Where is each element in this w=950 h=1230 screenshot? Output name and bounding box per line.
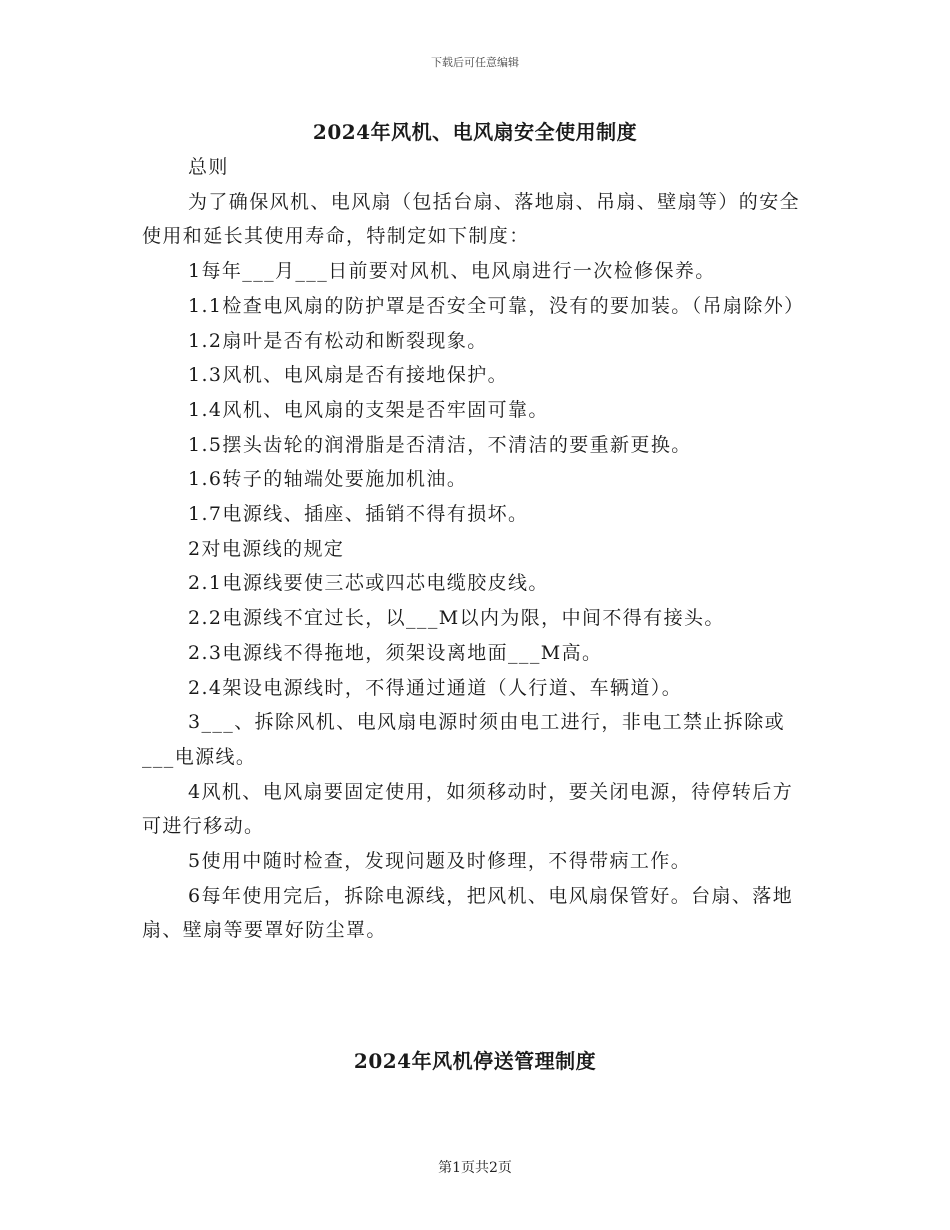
paragraph-item-2-2: 2.2电源线不宜过长，以___M以内为限，中间不得有接头。 [188,607,725,630]
paragraph-item-1-3: 1.3风机、电风扇是否有接地保护。 [188,364,509,387]
paragraph-item-2-4: 2.4架设电源线时，不得通过通道（人行道、车辆道）。 [188,676,683,699]
paragraph-general: 总则 [188,156,229,178]
paragraph-item-3: 3___、拆除风机、电风扇电源时须由电工进行，非电工禁止拆除或___电源线。 [142,711,785,768]
paragraph-item-1-5: 1.5摆头齿轮的润滑脂是否清洁，不清洁的要重新更换。 [188,433,692,456]
paragraph-item-1: 1每年___月___日前要对风机、电风扇进行一次检修保养。 [188,260,716,283]
paragraph-item-2: 2对电源线的规定 [188,537,345,560]
paragraph-item-1-7: 1.7电源线、插座、插销不得有损坏。 [188,503,529,526]
document-title: 2024年风机、电风扇安全使用制度 [312,120,638,144]
paragraph-item-6: 6每年使用完后，拆除电源线，把风机、电风扇保管好。台扇、落地扇、壁扇等要罩好防尘罩。 [142,884,794,942]
paragraph-item-4: 4风机、电风扇要固定使用，如须移动时，要关闭电源，待停转后方可进行移动。 [142,780,794,838]
paragraph-item-2-3: 2.3电源线不得拖地，须架设离地面___M高。 [188,641,603,664]
paragraph-item-1-6: 1.6转子的轴端处要施加机油。 [188,468,468,491]
document-body [142,150,812,948]
paragraph-item-1-1: 1.1检查电风扇的防护罩是否安全可靠，没有的要加装。（吊扇除外） [188,294,805,317]
paragraph-item-5: 5使用中随时检查，发现问题及时修理，不得带病工作。 [188,850,692,873]
page-number-footer: 第1页共2页 [438,1160,512,1176]
paragraph-item-2-1: 2.1电源线要使三芯或四芯电缆胶皮线。 [188,572,549,595]
paragraph-intro: 为了确保风机、电风扇（包括台扇、落地扇、吊扇、壁扇等）的安全使用和延长其使用寿命，特制定如下制度： [142,190,801,248]
page-header-note: 下载后可任意编辑 [431,56,519,69]
paragraph-item-1-4: 1.4风机、电风扇的支架是否牢固可靠。 [188,398,549,421]
paragraph-item-1-2: 1.2扇叶是否有松动和断裂现象。 [188,329,488,352]
next-section-title: 2024年风机停送管理制度 [353,1049,597,1073]
